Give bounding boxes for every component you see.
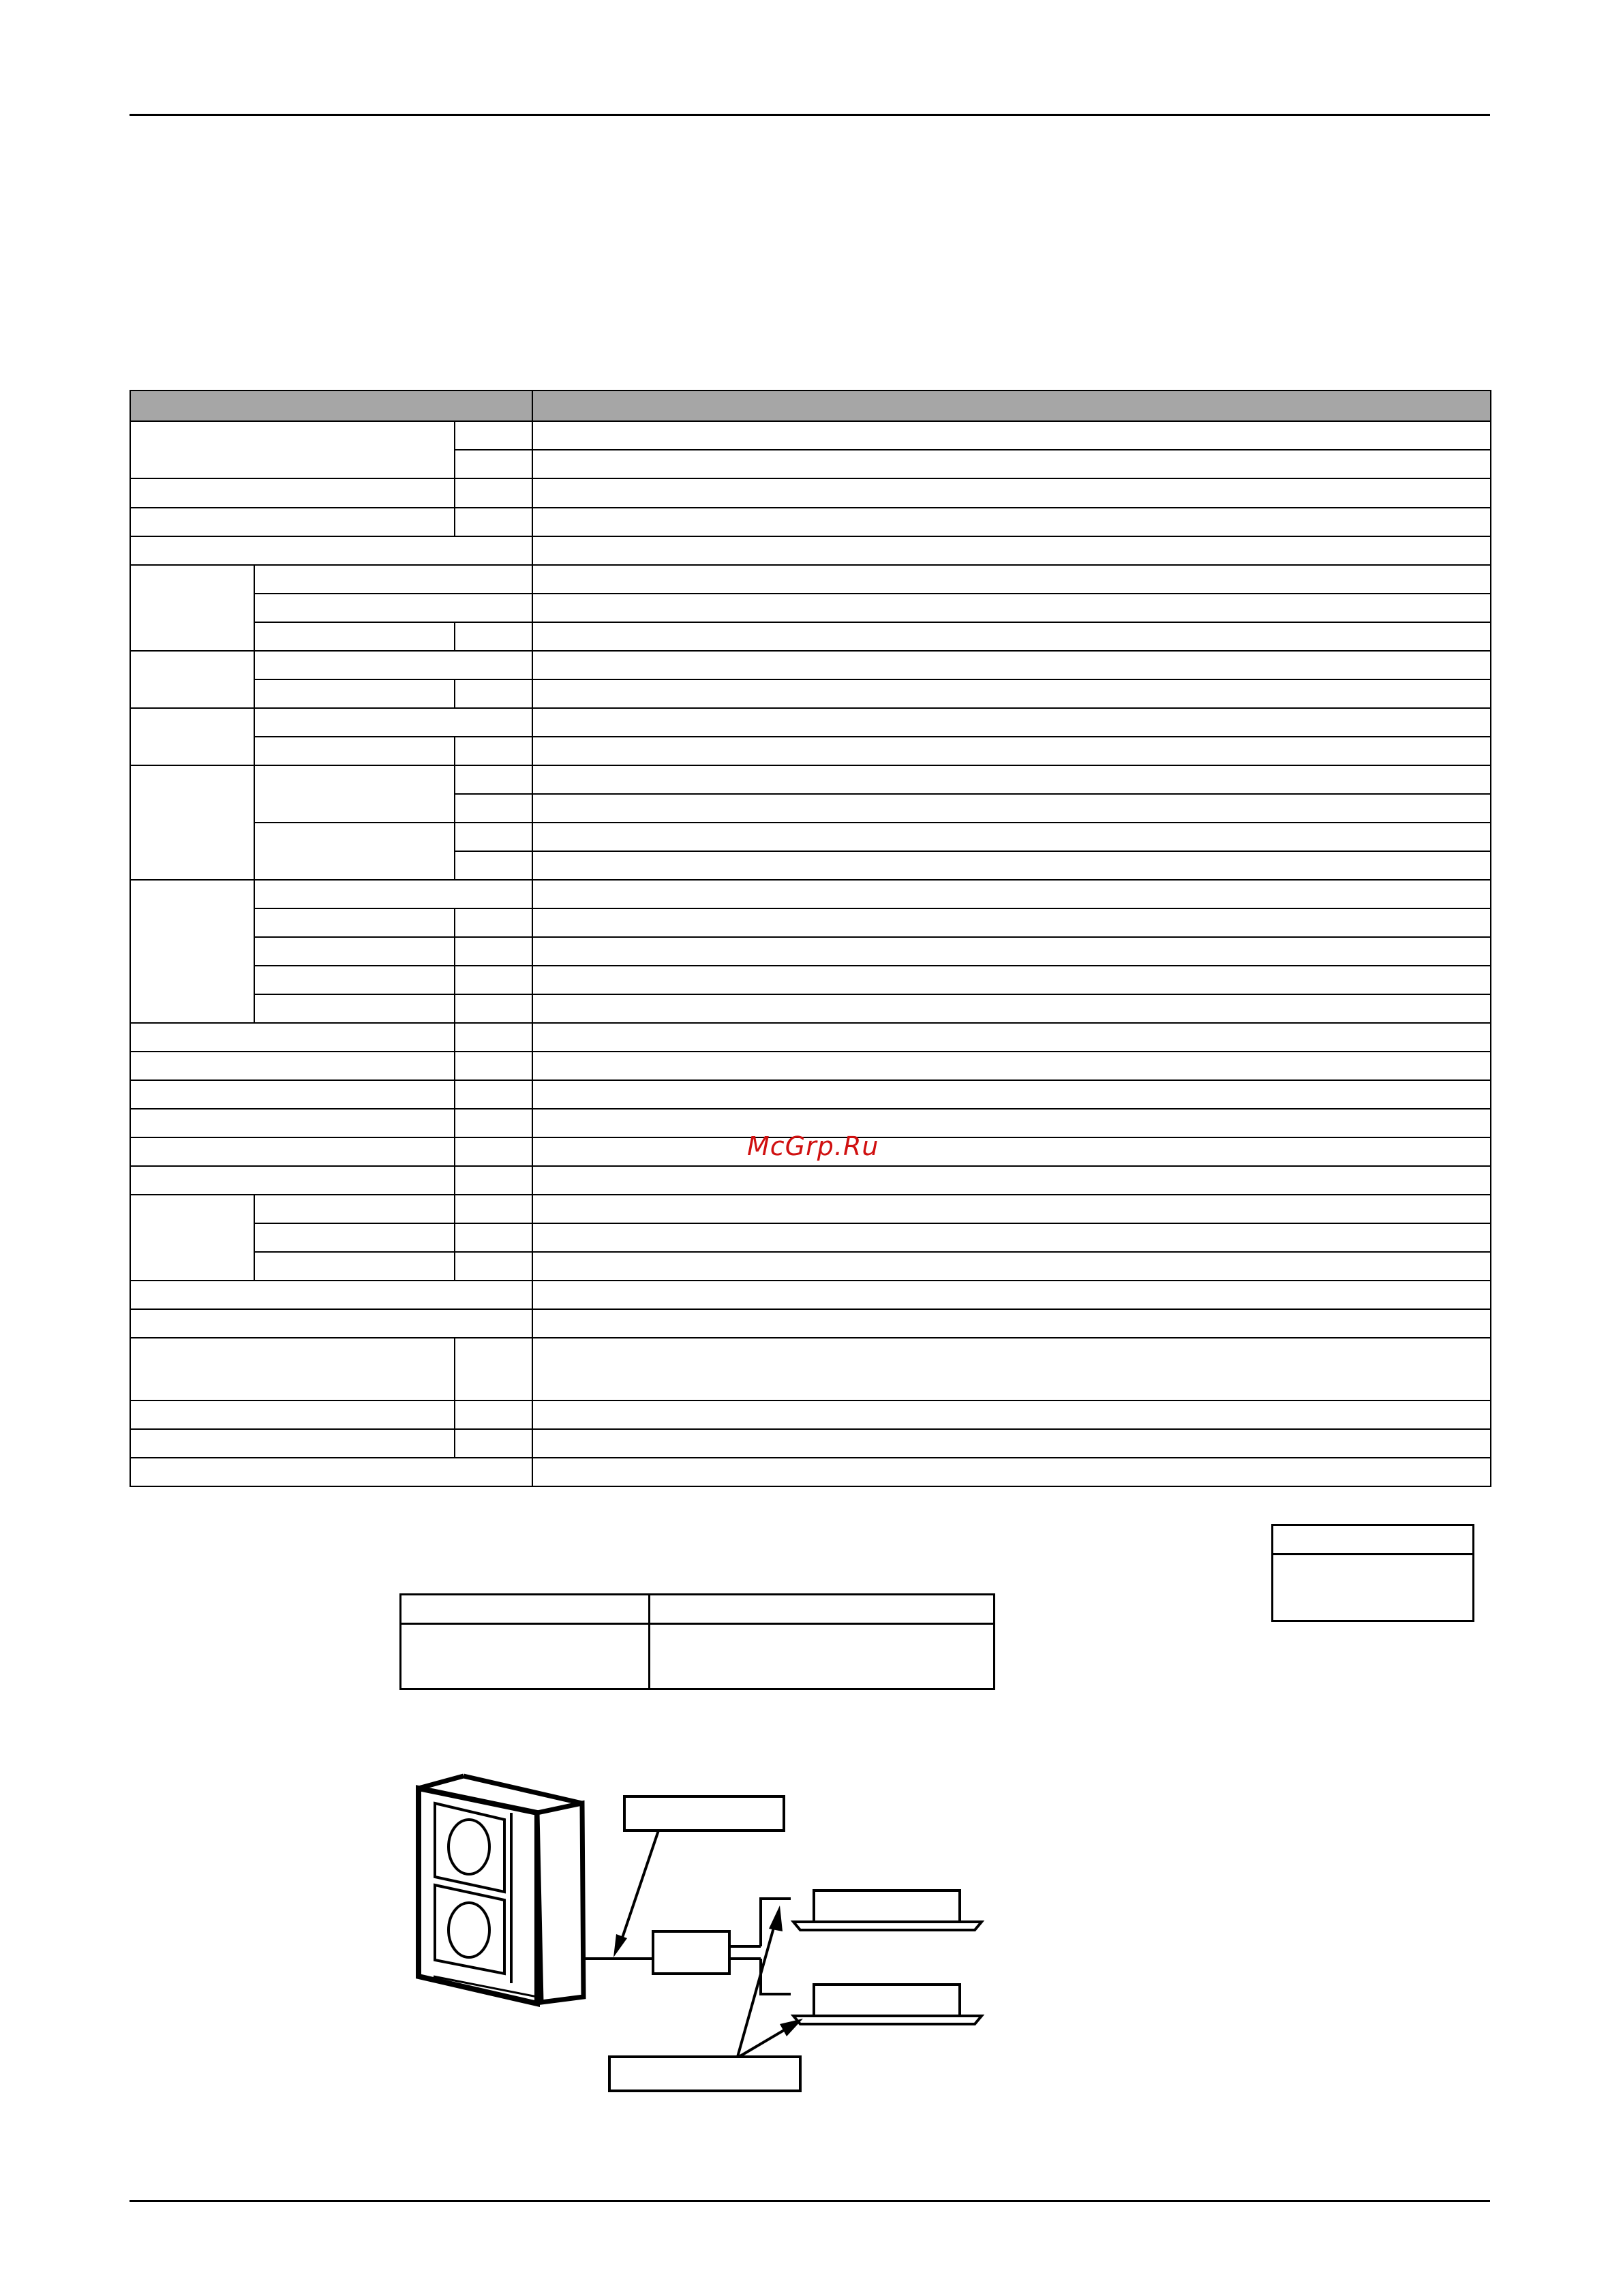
spec-table-cell <box>532 1400 1491 1430</box>
pipe-table-row-divider <box>401 1623 993 1625</box>
spec-table-cell <box>532 1337 1491 1401</box>
watermark-text: McGrp.Ru <box>747 1131 879 1161</box>
spec-table-cell <box>454 1428 533 1458</box>
spec-table-cell <box>454 622 533 652</box>
spec-table-cell <box>130 707 255 766</box>
spec-table-cell <box>254 650 533 680</box>
spec-table-cell <box>454 1400 533 1430</box>
indoor-unit-icon <box>793 1891 982 2024</box>
spec-table-cell <box>254 593 533 623</box>
spec-table-cell <box>130 1280 533 1310</box>
spec-table-cell <box>454 908 533 938</box>
label-box-bottom <box>609 2057 800 2091</box>
spec-table-cell <box>532 707 1491 737</box>
spec-table-cell <box>130 507 455 537</box>
spec-table-cell <box>130 1428 455 1458</box>
spec-table-header-cell <box>130 390 533 422</box>
spec-table-cell <box>254 879 533 909</box>
spec-table-cell <box>254 622 455 652</box>
spec-table-cell <box>254 1223 455 1253</box>
spec-table-cell <box>532 478 1491 508</box>
footer-rule <box>130 2200 1490 2202</box>
spec-table-cell <box>454 736 533 766</box>
spec-table-cell <box>532 908 1491 938</box>
pipe-table-col-divider <box>648 1595 650 1688</box>
spec-table-cell <box>254 822 455 881</box>
spec-table-cell <box>454 1080 533 1109</box>
spec-table-cell <box>254 765 455 823</box>
spec-table-cell <box>532 822 1491 852</box>
spec-table <box>130 390 1490 1488</box>
spec-table-cell <box>532 679 1491 709</box>
spec-table-cell <box>532 936 1491 966</box>
spec-table-cell <box>130 1165 455 1195</box>
spec-table-cell <box>454 1337 533 1401</box>
spec-table-cell <box>254 736 455 766</box>
side-table <box>1271 1524 1474 1622</box>
spec-table-cell <box>532 1251 1491 1281</box>
spec-table-cell <box>130 1400 455 1430</box>
spec-table-cell <box>130 1051 455 1081</box>
spec-table-cell <box>454 765 533 795</box>
spec-table-cell <box>454 793 533 823</box>
spec-table-cell <box>532 736 1491 766</box>
spec-table-cell <box>532 1137 1491 1167</box>
spec-table-cell <box>454 1108 533 1138</box>
spec-table-cell <box>454 936 533 966</box>
spec-table-cell <box>130 536 533 566</box>
spec-table-cell <box>454 822 533 852</box>
spec-table-cell <box>532 593 1491 623</box>
spec-table-cell <box>532 1308 1491 1338</box>
spec-table-cell <box>532 1051 1491 1081</box>
spec-table-cell <box>130 879 255 1024</box>
spec-table-cell <box>454 1137 533 1167</box>
spec-table-cell <box>532 1194 1491 1224</box>
spec-table-cell <box>532 879 1491 909</box>
spec-table-cell <box>130 765 255 881</box>
spec-table-cell <box>130 1308 533 1338</box>
spec-table-cell <box>532 564 1491 594</box>
outdoor-unit-icon <box>419 1776 583 2004</box>
spec-table-cell <box>532 1080 1491 1109</box>
spec-table-cell <box>454 1251 533 1281</box>
spec-table-cell <box>532 851 1491 881</box>
side-table-divider <box>1273 1553 1472 1555</box>
spec-table-cell <box>532 965 1491 995</box>
spec-table-cell <box>130 1457 533 1487</box>
spec-table-cell <box>454 507 533 537</box>
spec-table-cell <box>254 564 533 594</box>
spec-table-cell <box>254 908 455 938</box>
spec-table-cell <box>532 1022 1491 1052</box>
spec-table-cell <box>254 994 455 1024</box>
spec-table-cell <box>532 1223 1491 1253</box>
spec-table-cell <box>454 478 533 508</box>
spec-table-cell <box>454 449 533 479</box>
label-box-top <box>624 1796 784 1831</box>
spec-table-cell <box>532 1428 1491 1458</box>
spec-table-cell <box>130 1080 455 1109</box>
spec-table-cell <box>130 1108 455 1138</box>
spec-table-cell <box>454 851 533 881</box>
spec-table-cell <box>130 478 455 508</box>
spec-table-cell <box>130 1137 455 1167</box>
spec-table-cell <box>532 420 1491 450</box>
spec-table-cell <box>532 1165 1491 1195</box>
spec-table-cell <box>254 679 455 709</box>
spec-table-cell <box>532 994 1491 1024</box>
spec-table-cell <box>454 420 533 450</box>
spec-table-cell <box>532 793 1491 823</box>
spec-table-cell <box>454 965 533 995</box>
spec-table-cell <box>454 1165 533 1195</box>
spec-table-cell <box>254 707 533 737</box>
spec-table-cell <box>254 936 455 966</box>
spec-table-cell <box>130 564 255 652</box>
spec-table-cell <box>130 420 455 479</box>
spec-table-cell <box>454 679 533 709</box>
spec-table-header-cell <box>532 390 1491 422</box>
spec-table-cell <box>454 994 533 1024</box>
spec-table-cell <box>532 449 1491 479</box>
spec-table-cell <box>532 1108 1491 1138</box>
spec-table-cell <box>532 622 1491 652</box>
spec-table-cell <box>254 965 455 995</box>
spec-table-cell <box>532 765 1491 795</box>
spec-table-cell <box>254 1251 455 1281</box>
spec-table-cell <box>454 1223 533 1253</box>
spec-table-cell <box>454 1194 533 1224</box>
spec-table-cell <box>532 536 1491 566</box>
spec-table-cell <box>130 1337 455 1401</box>
spec-table-cell <box>532 1280 1491 1310</box>
spec-table-cell <box>532 1457 1491 1487</box>
pipe-table <box>399 1593 995 1690</box>
spec-table-cell <box>130 1022 455 1052</box>
system-diagram <box>409 1765 1009 2092</box>
spec-table-cell <box>254 1194 455 1224</box>
spec-table-cell <box>454 1051 533 1081</box>
spec-table-cell <box>130 650 255 709</box>
spec-table-cell <box>532 507 1491 537</box>
spec-table-cell <box>454 1022 533 1052</box>
branch-box-icon <box>653 1931 729 1974</box>
spec-table-cell <box>532 650 1491 680</box>
header-rule <box>130 114 1490 116</box>
spec-table-cell <box>130 1194 255 1281</box>
